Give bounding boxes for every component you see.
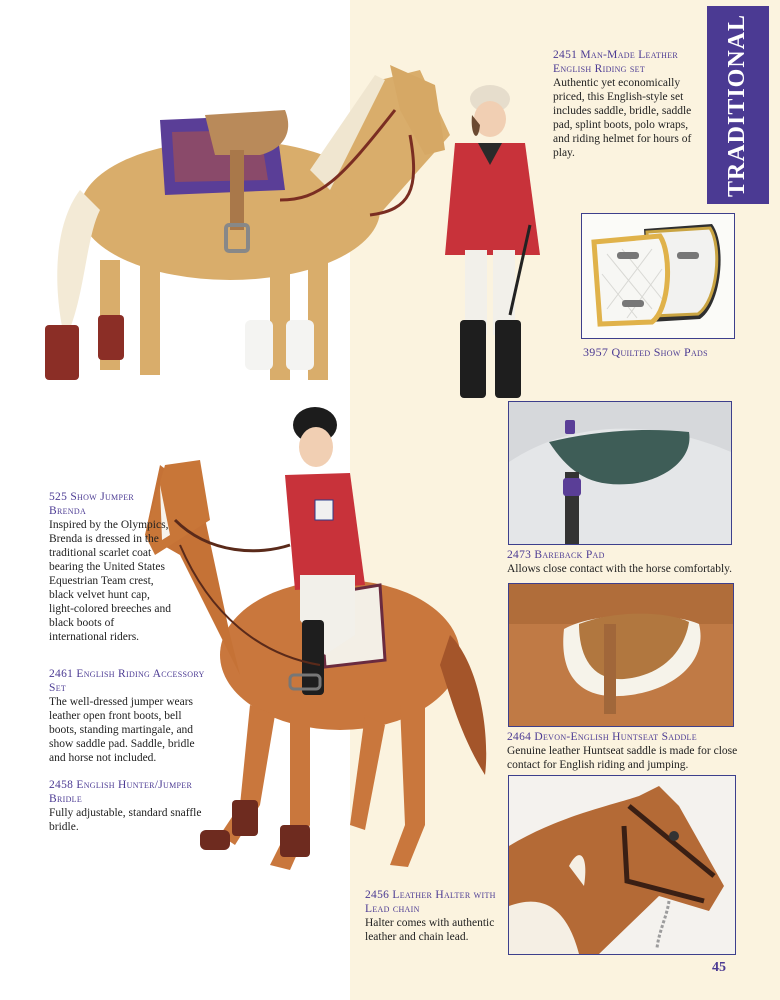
leather-halter-image (508, 775, 736, 955)
item-2451 (553, 48, 703, 160)
item-525-description: Inspired by the Olympics, Brenda is dressed in the traditional scarlet coat bearing the United States Equestrian Team crest, black velvet hunt cap, light-colored breeches and black boots of international riders. (49, 519, 171, 643)
item-3957-title: 3957 Quilted Show Pads (583, 345, 708, 359)
item-2456-title: 2456 Leather Halter with Lead chain (365, 889, 496, 915)
item-2473 (507, 548, 747, 576)
item-525-title: 525 Show Jumper Brenda (49, 491, 135, 517)
item-2461-title: 2461 English Riding Accessory Set (49, 668, 205, 694)
section-tab-label: TRADITIONAL (724, 13, 751, 197)
item-2458-title: 2458 English Hunter/Jumper Bridle (49, 779, 193, 805)
bareback-pad-image (508, 401, 732, 545)
palomino-horse-image (40, 40, 460, 410)
item-2473-title: 2473 Bareback Pad (507, 549, 605, 561)
item-2461 (49, 667, 209, 765)
huntseat-saddle-image (508, 583, 734, 727)
item-2458-description: Fully adjustable, standard snaffle bridle. (49, 807, 202, 833)
page-number: 45 (712, 960, 726, 975)
rider-doll-image (420, 85, 560, 400)
item-2464 (507, 730, 747, 772)
item-2456 (365, 888, 500, 944)
item-2473-description: Allows close contact with the horse comfortably. (507, 563, 733, 575)
quilted-show-pads-image (581, 213, 735, 339)
item-525 (49, 490, 174, 644)
item-2451-description: Authentic yet economically priced, this English-style set includes saddle, bridle, saddle pad, splint boots, polo wraps, and riding helmet for hours of play. (553, 77, 692, 159)
item-2461-description: The well-dressed jumper wears leather open front boots, bell boots, standing martingale, and show saddle pad. Saddle, bridle and horse not included. (49, 696, 195, 764)
item-2456-description: Halter comes with authentic leather and chain lead. (365, 917, 495, 943)
section-tab (707, 6, 769, 204)
item-2458 (49, 778, 214, 834)
item-2464-title: 2464 Devon-English Huntseat Saddle (507, 731, 697, 743)
item-2451-title: 2451 Man-Made Leather English Riding set (553, 49, 679, 75)
item-2464-description: Genuine leather Huntseat saddle is made for close contact for English riding and jumping. (507, 745, 738, 771)
